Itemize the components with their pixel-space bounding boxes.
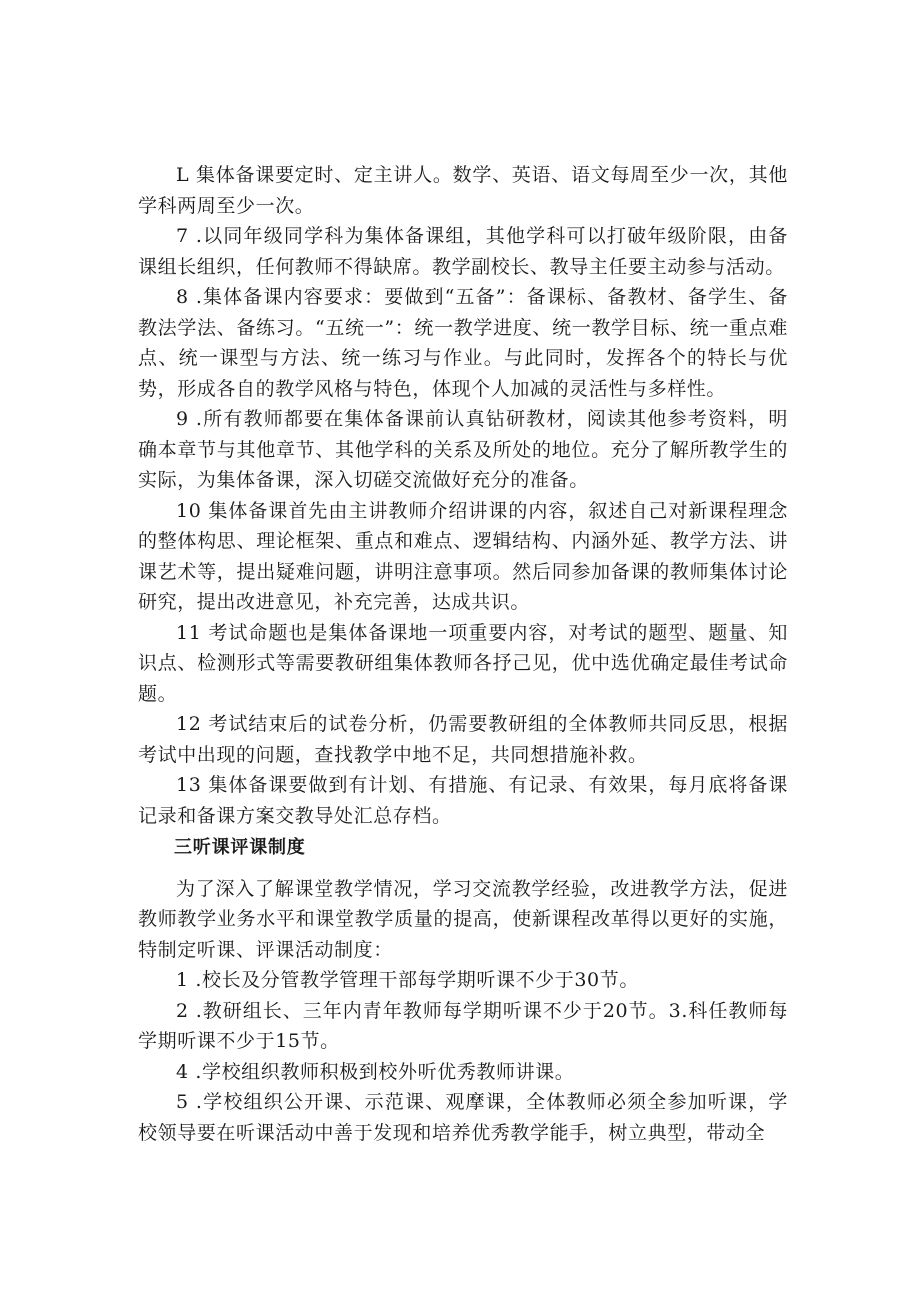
paragraph-item-11: 11 考试命题也是集体备课地一项重要内容，对考试的题型、题量、知识点、检测形式等需要教研组集体教师各抒己见，优中选优确定最佳考试命题。 <box>138 621 788 705</box>
paragraph-item-6: L 集体备课要定时、定主讲人。数学、英语、语文每周至少一次，其他学科两周至少一次。 <box>138 164 788 217</box>
paragraph-item-12: 12 考试结束后的试卷分析，仍需要教研组的全体教师共同反思，根据考试中出现的问题，查找教学中地不足，共同想措施补救。 <box>138 713 788 766</box>
document-body <box>138 160 788 1148</box>
paragraph-item-13: 13 集体备课要做到有计划、有措施、有记录、有效果，每月底将备课记录和备课方案交教导处汇总存档。 <box>138 774 788 827</box>
section-heading: 三听课评课制度 <box>174 837 306 858</box>
rule-item-2-3: 2 .教研组长、三年内青年教师每学期听课不少于20节。3.科任教师每学期听课不少于15节。 <box>138 999 788 1052</box>
rule-item-1: 1 .校长及分管教学管理干部每学期听课不少于30节。 <box>176 969 639 991</box>
paragraph-item-10: 10 集体备课首先由主讲教师介绍讲课的内容，叙述自己对新课程理念的整体构思、理论框架、重点和难点、逻辑结构、内涵外延、教学方法、讲课艺术等，提出疑难问题，讲明注意事项。然后同参加备课的教师集体讨论研究，提出改进意见，补充完善，达成共识。 <box>138 499 788 613</box>
rule-item-4: 4 .学校组织教师积极到校外听优秀教师讲课。 <box>176 1060 575 1083</box>
paragraph-item-8: 8 .集体备课内容要求：要做到“五备”：备课标、备教材、备学生、备教法学法、备练习。“五统一”：统一教学进度、统一教学目标、统一重点难点、统一课型与方法、统一练习与作业。与此同时，发挥各个的特长与优势，形成各自的教学风格与特色，体现个人加减的灵活性与多样性。 <box>138 286 788 400</box>
paragraph-item-7: 7 .以同年级同学科为集体备课组，其他学科可以打破年级阶限，由备课组长组织，任何教师不得缺席。教学副校长、教导主任要主动参与活动。 <box>138 225 788 278</box>
paragraph-item-9: 9 .所有教师都要在集体备课前认真钻研教材，阅读其他参考资料，明确本章节与其他章节、其他学科的关系及所处的地位。充分了解所教学生的实际，为集体备课，深入切磋交流做好充分的准备。 <box>138 408 788 491</box>
rule-item-5: 5 .学校组织公开课、示范课、观摩课，全体教师必须全参加听课，学校领导要在听课活动中善于发现和培养优秀教学能手，树立典型，带动全 <box>138 1091 788 1144</box>
section-intro-paragraph: 为了深入了解课堂教学情况，学习交流教学经验，改进教学方法，促进教师教学业务水平和课堂教学质量的提高，使新课程改革得以更好的实施，特制定听课、评课活动制度： <box>138 877 788 961</box>
